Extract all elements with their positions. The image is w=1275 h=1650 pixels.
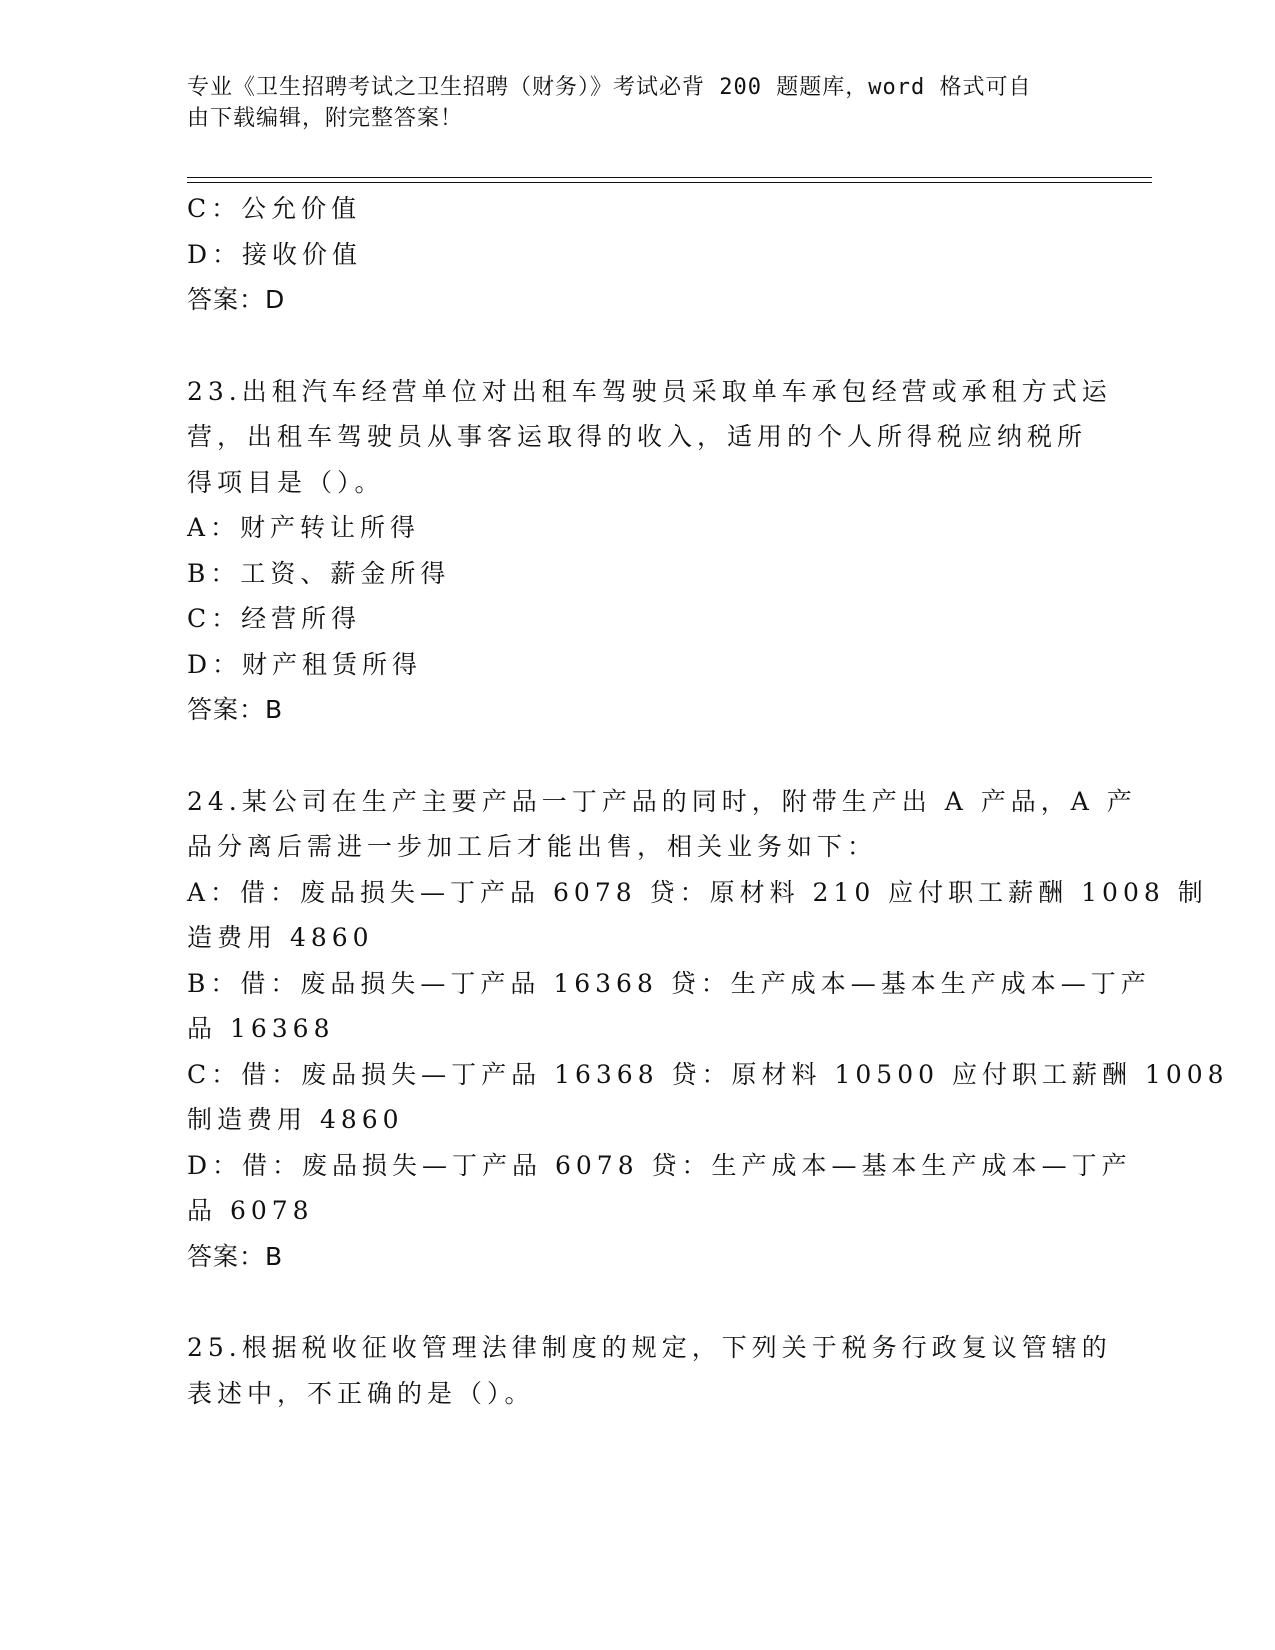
document-body [187,186,1229,1416]
header-rule-top [187,177,1152,178]
spacer [187,1279,1077,1325]
question-23 [187,369,1112,733]
spacer [187,733,1077,779]
answer: 答案：B [187,1241,284,1271]
question-stem-line: 25.根据税收征收管理法律制度的规定，下列关于税务行政复议管辖的 [187,1333,1112,1362]
option-b-line: 品 16368 [187,1014,335,1043]
option-d: D：财产租赁所得 [187,649,423,679]
prev-option-c: C：公允价值 [187,194,362,223]
option-d-line: 品 6078 [187,1196,314,1225]
question-stem-line: 24.某公司在生产主要产品一丁产品的同时，附带生产出 A 产品，A 产 [187,786,1137,816]
option-a-line: A：借：废品损失—丁产品 6078 贷：原材料 210 应付职工薪酬 1008 制 [187,877,1208,907]
question-stem-line: 23.出租汽车经营单位对出租车驾驶员采取单车承包经营或承租方式运 [187,376,1112,406]
document-header [187,72,1067,134]
option-c-line: C：借：废品损失—丁产品 16368 贷：原材料 10500 应付职工薪酬 1008 [187,1059,1229,1089]
prev-option-d: D：接收价值 [187,239,363,269]
answer: 答案：B [187,695,284,724]
question-stem-line: 营，出租车驾驶员从事客运取得的收入，适用的个人所得税应纳税所 [187,422,1088,451]
spacer [187,323,1077,369]
header-line-2: 由下载编辑，附完整答案！ [187,106,464,131]
question-stem-line: 品分离后需进一步加工后才能出售，相关业务如下： [187,832,878,861]
header-rule-bottom [187,182,1152,183]
option-c: C：经营所得 [187,604,362,633]
question-24 [187,779,1229,1280]
question-stem-line: 得项目是（）。 [187,467,385,497]
option-d-line: D：借：废品损失—丁产品 6078 贷：生产成本—基本生产成本—丁产 [187,1150,1132,1180]
header-line-1: 专业《卫生招聘考试之卫生招聘（财务）》考试必背 200 题题库，word 格式可自 [187,75,1032,100]
option-b: B：工资、薪金所得 [187,558,451,588]
option-a: A：财产转让所得 [187,513,421,542]
option-a-line: 造费用 4860 [187,923,374,952]
prev-answer: 答案：D [187,285,286,314]
option-c-line: 制造费用 4860 [187,1105,404,1134]
question-25 [187,1325,1112,1416]
question-stem-line: 表述中，不正确的是（）。 [187,1378,535,1408]
option-b-line: B：借：废品损失—丁产品 16368 贷：生产成本—基本生产成本—丁产 [187,968,1151,998]
